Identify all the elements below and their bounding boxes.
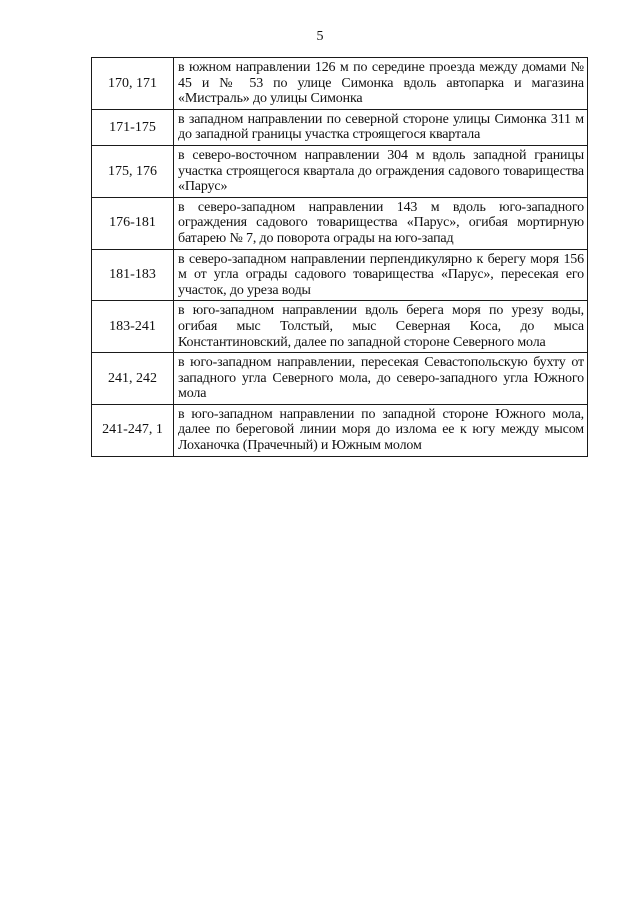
segment-description: в юго-западном направлении, пересекая Севастопольскую бухту от западного угла Северного мола, до северо-западного угла Южного мола xyxy=(174,353,588,405)
table-row xyxy=(92,404,588,456)
segment-points: 175, 176 xyxy=(92,145,174,197)
segment-points: 241, 242 xyxy=(92,353,174,405)
table-row xyxy=(92,249,588,301)
segment-points: 171-175 xyxy=(92,109,174,145)
segment-description: в юго-западном направлении вдоль берега моря по урезу воды, огибая мыс Толстый, мыс Северная Коса, до мыса Константиновский, далее по западной стороне Северного мола xyxy=(174,301,588,353)
table-row xyxy=(92,301,588,353)
table-row xyxy=(92,58,588,110)
table-row xyxy=(92,353,588,405)
table-row xyxy=(92,197,588,249)
segment-description: в северо-западном направлении 143 м вдоль юго-западного ограждения садового товарищества «Парус», огибая мортирную батарею № 7, до поворота ограды на юго-запад xyxy=(174,197,588,249)
segment-description: в южном направлении 126 м по середине проезда между домами № 45 и № 53 по улице Симонка вдоль автопарка и магазина «Мистраль» до улицы Симонка xyxy=(174,58,588,110)
segment-description: в северо-восточном направлении 304 м вдоль западной границы участка строящегося квартала до ограждения садового товарищества «Парус» xyxy=(174,145,588,197)
table-row xyxy=(92,145,588,197)
boundary-table xyxy=(91,57,588,457)
segment-points: 176-181 xyxy=(92,197,174,249)
table-row xyxy=(92,109,588,145)
segment-points: 241-247, 1 xyxy=(92,404,174,456)
page-number: 5 xyxy=(316,29,324,44)
segment-description: в юго-западном направлении по западной стороне Южного мола, далее по береговой линии моря до излома ее к югу между мысом Лоханочка (Прачечный) и Южным молом xyxy=(174,404,588,456)
segment-points: 183-241 xyxy=(92,301,174,353)
segment-description: в западном направлении по северной стороне улицы Симонка 311 м до западной границы участка строящегося квартала xyxy=(174,109,588,145)
segment-points: 181-183 xyxy=(92,249,174,301)
segment-description: в северо-западном направлении перпендикулярно к берегу моря 156 м от угла ограды садового товарищества «Парус», пересекая его участок, до уреза воды xyxy=(174,249,588,301)
segment-points: 170, 171 xyxy=(92,58,174,110)
